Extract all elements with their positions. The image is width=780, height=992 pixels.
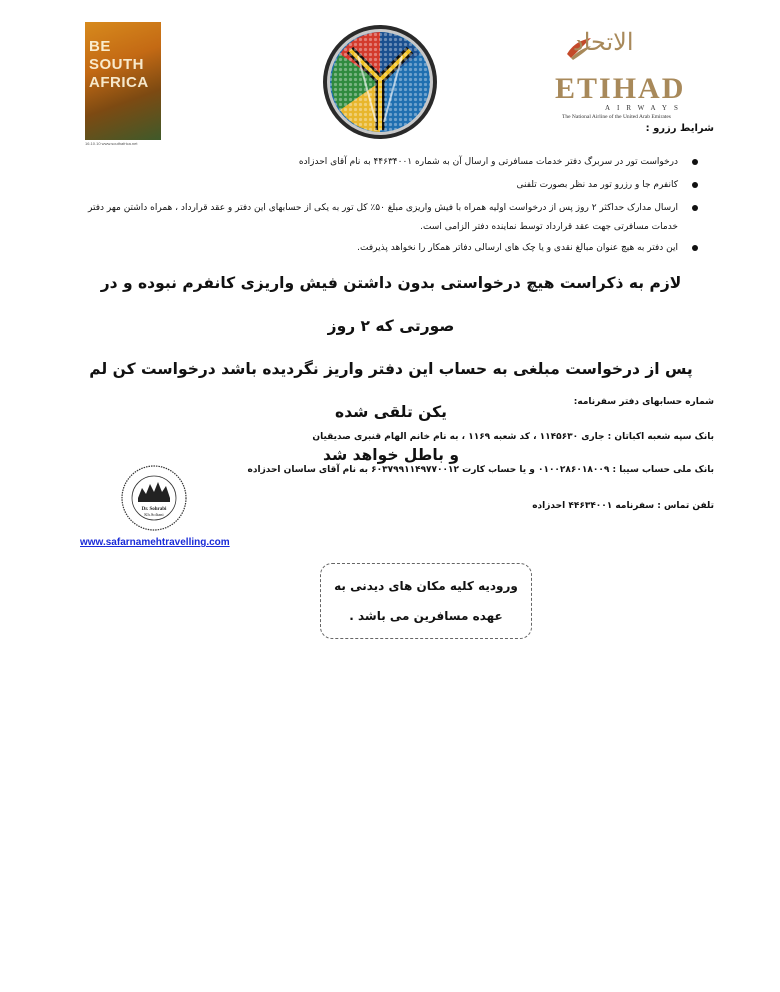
list-item bbox=[80, 156, 700, 169]
note-line: ورودیه کلیه مکان های دیدنی به bbox=[334, 579, 518, 593]
note-line: عهده مسافرین می باشد . bbox=[349, 609, 503, 623]
company-stamp bbox=[120, 464, 188, 532]
poster-text-line: BE bbox=[89, 38, 111, 55]
stamp-text: Kh.Soltani bbox=[144, 512, 164, 517]
condition-text: ارسال مدارک حداکثر ۲ روز پس از درخواست اولیه همراه با فیش واریزی مبلغ ۵۰٪ کل تور به یکی از حسابهای این دفتر و عقد قرارداد ، همراه داشتن مهر دفتر bbox=[88, 203, 678, 213]
bullet-icon bbox=[692, 182, 698, 188]
warning-line: پس از درخواست مبلغی به حساب این دفتر واریز نگردیده باشد درخواست کن لم یکن تلقی شده bbox=[89, 360, 693, 421]
south-africa-beaded-emblem bbox=[318, 22, 442, 142]
list-item bbox=[80, 179, 700, 192]
booking-conditions-list bbox=[80, 156, 700, 265]
bullet-icon bbox=[692, 245, 698, 251]
condition-text: این دفتر به هیچ عنوان مبالغ نقدی و یا چک های ارسالی دفاتر همکار را نخواهد پذیرفت. bbox=[357, 243, 678, 253]
etihad-airways-text: AIRWAYS bbox=[605, 104, 685, 112]
stamp-text: Dr. Sohrabi bbox=[141, 507, 167, 512]
booking-conditions-title: شرایط رزرو : bbox=[645, 123, 714, 134]
warning-line: و باطل خواهد شد bbox=[323, 446, 459, 464]
list-item bbox=[80, 202, 700, 234]
bank-sepah-account: بانک سپه شعبه اکباتان : جاری ۱۱۴۵۶۳۰ ، کد شعبه ۱۱۶۹ ، به نام خانم الهام قنبری صدیقیان bbox=[312, 432, 714, 442]
poster-text-line: AFRICA bbox=[89, 74, 149, 91]
poster-text-line: SOUTH bbox=[89, 56, 144, 73]
condition-text-continued: خدمات مسافرتی جهت عقد قرارداد توسط نماینده دفتر الزامی است. bbox=[420, 222, 678, 232]
emblem-icon bbox=[318, 22, 442, 142]
be-south-africa-poster bbox=[85, 22, 161, 146]
poster-image bbox=[85, 22, 161, 140]
etihad-tagline: The National Airline of the United Arab Emirates bbox=[562, 114, 671, 120]
bank-melli-account: بانک ملی حساب سیبا : ۰۱۰۰۲۸۶۰۱۸۰۰۹ و یا حساب کارت ۶۰۳۷۹۹۱۱۴۹۷۷۰۰۱۲ به نام آقای ساسان احدزاده bbox=[247, 465, 714, 475]
entrance-fee-note bbox=[320, 563, 532, 639]
etihad-airways-logo bbox=[545, 22, 725, 122]
bullet-icon bbox=[692, 205, 698, 211]
bullet-icon bbox=[692, 159, 698, 165]
payment-warning bbox=[76, 262, 706, 477]
contact-phone: تلفن تماس : سفرنامه ۴۴۶۳۴۰۰۱ احدزاده bbox=[532, 501, 714, 511]
etihad-name: ETIHAD bbox=[555, 72, 686, 105]
website-link[interactable]: www.safarnamehtravelling.com bbox=[80, 537, 230, 548]
condition-text: درخواست تور در سربرگ دفتر خدمات مسافرتی و ارسال آن به شماره ۴۴۶۳۴۰۰۱ به نام آقای احدزاده bbox=[298, 157, 678, 167]
condition-text: کانفرم جا و رزرو تور مد نظر بصورت تلفنی bbox=[516, 180, 678, 190]
stamp-seal-icon bbox=[120, 464, 188, 532]
etihad-arabic-name: الاتحاد bbox=[573, 28, 634, 56]
poster-caption: 16.10.10 www.southafrica.net bbox=[85, 141, 138, 146]
warning-line: لازم به ذکراست هیچ درخواستی بدون داشتن فیش واریزی کانفرم نبوده و در صورتی که ۲ روز bbox=[100, 274, 682, 335]
list-item bbox=[80, 242, 700, 255]
accounts-title: شماره حسابهای دفتر سفرنامه: bbox=[573, 397, 714, 407]
poster-text bbox=[89, 38, 149, 92]
